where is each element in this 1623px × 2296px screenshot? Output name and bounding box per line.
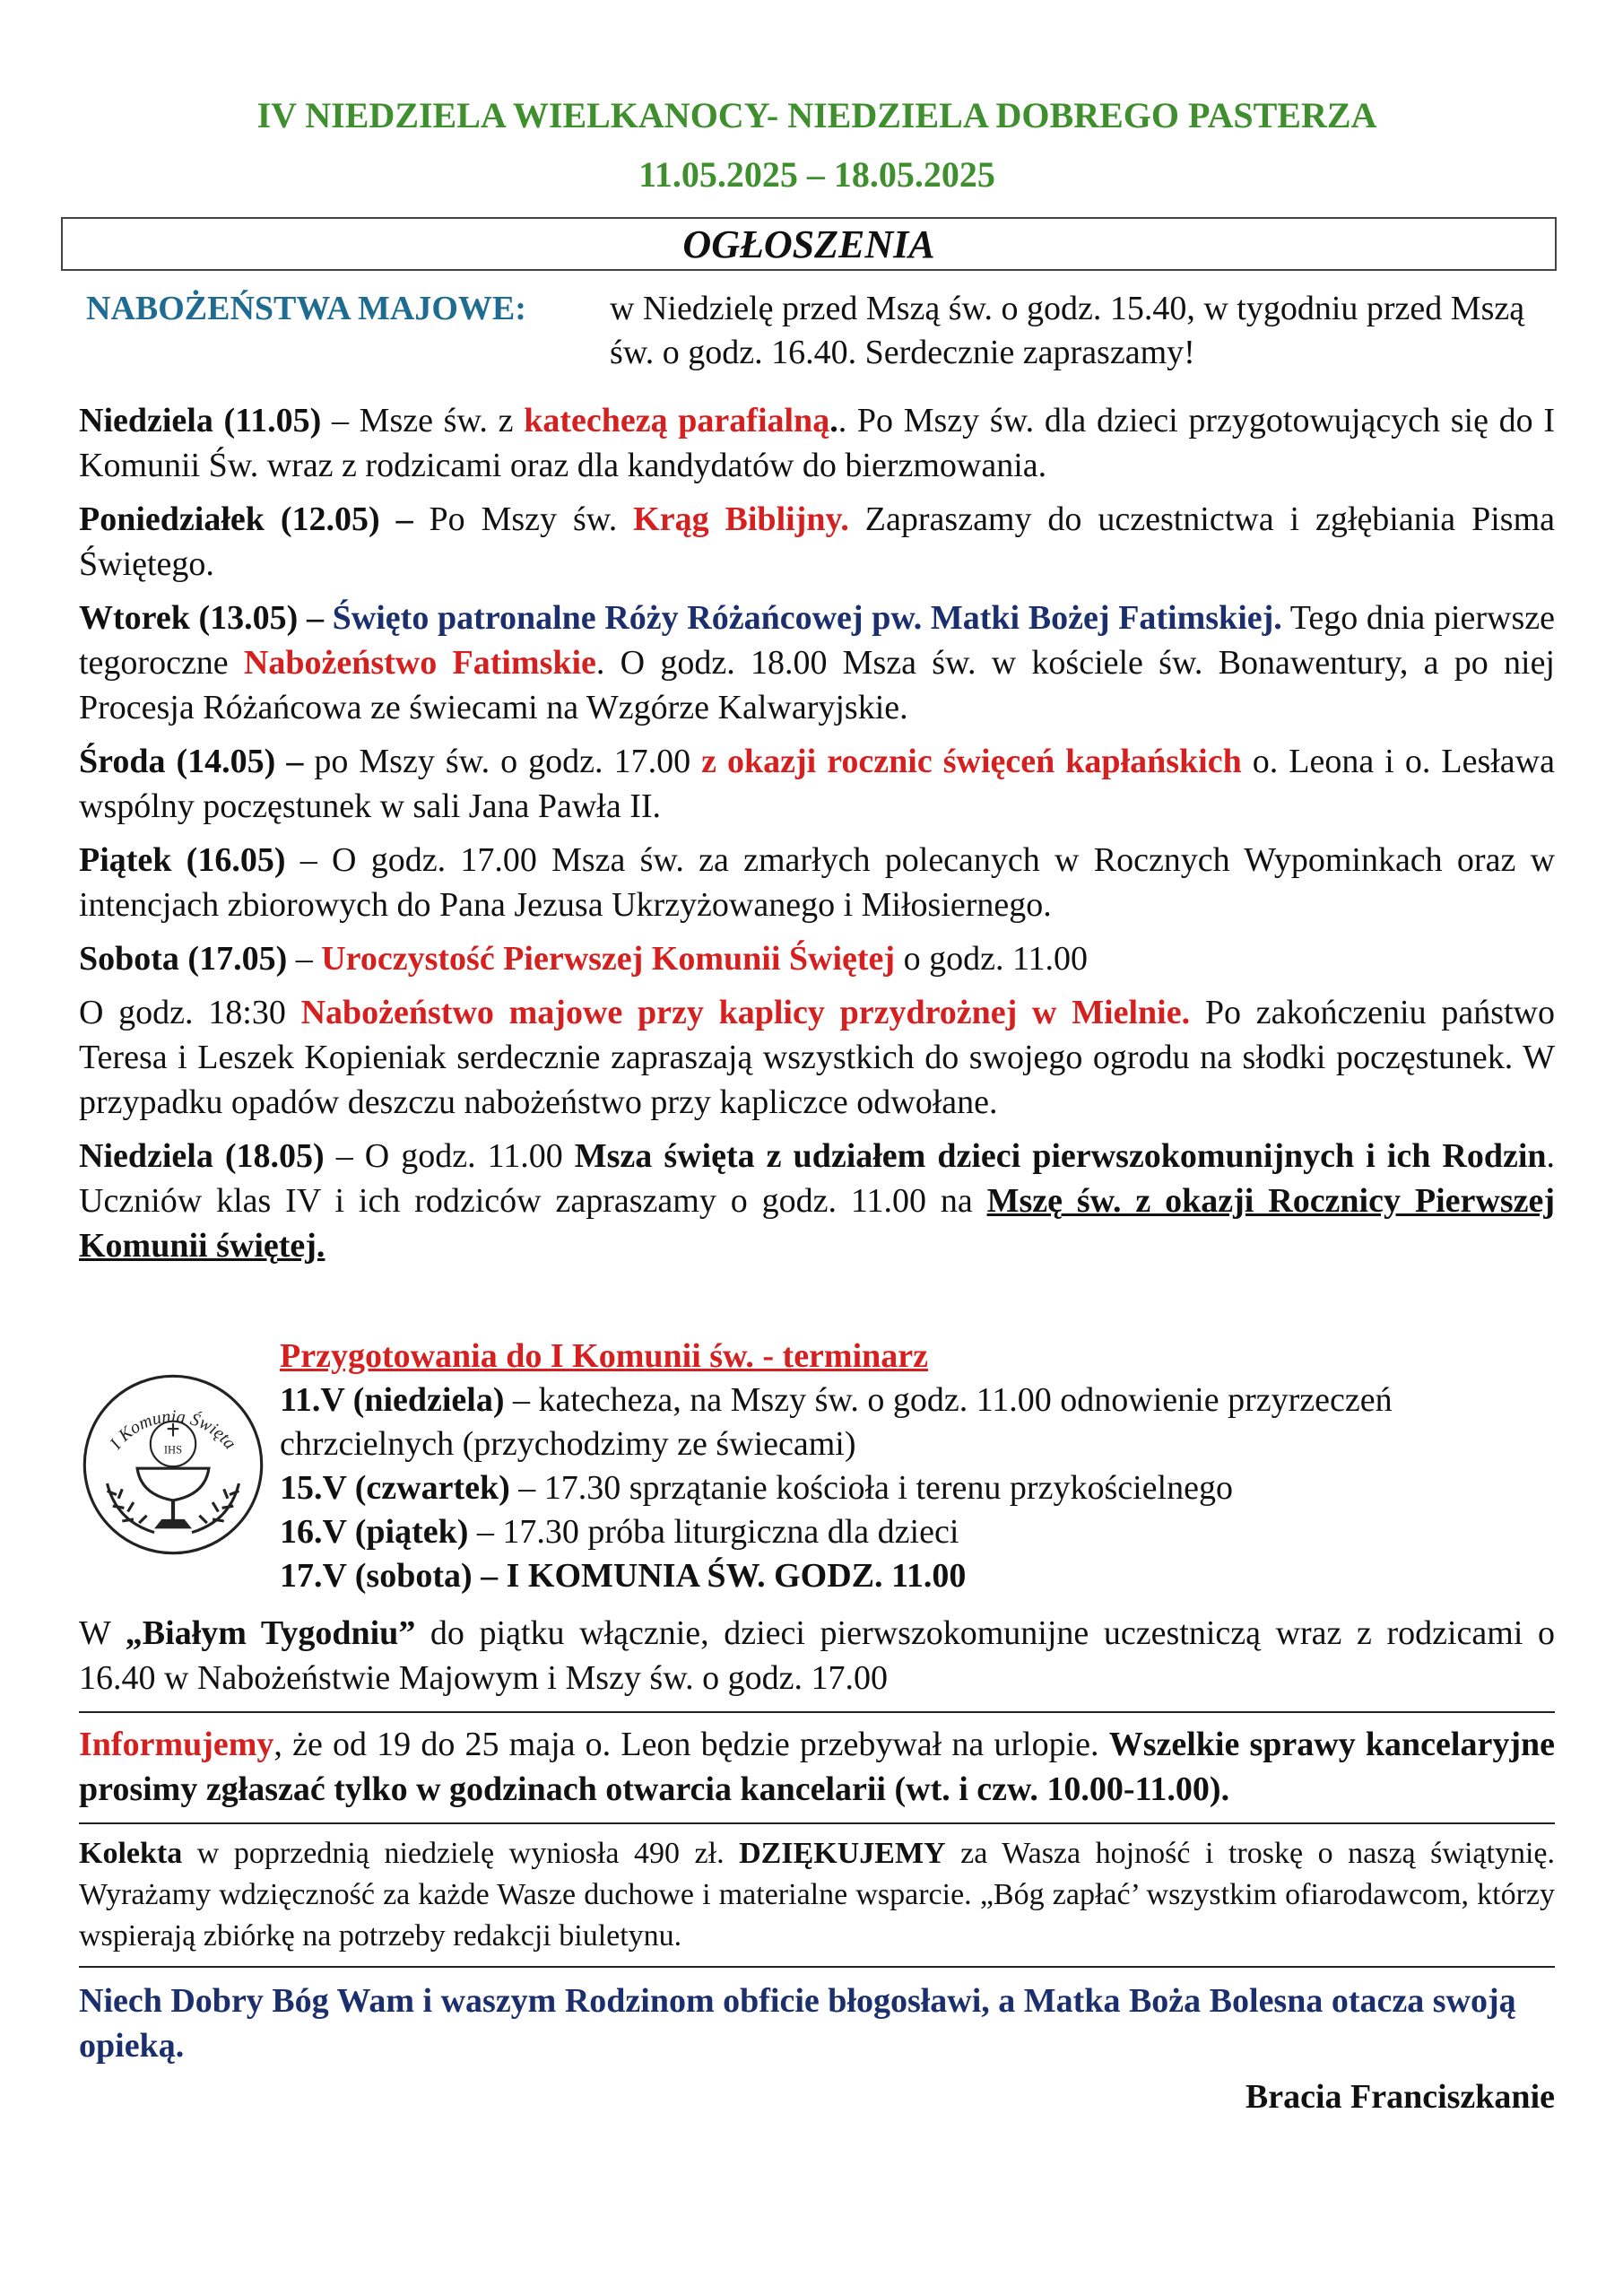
announcement-tuesday xyxy=(79,596,1555,730)
text: – O godz. 17.00 Msza św. za zmarłych polecanych w Rocznych Wypominkach oraz w intencjach zbiorowych do Pana Jezusa Ukrzyżowanego i Miłosiernego. xyxy=(79,841,1556,924)
text: Po zakończeniu państwo Teresa i Leszek Kopieniak serdecznie zapraszają wszystkich do swojego ogrodu na słodki poczęstunek. W przypadku opadów deszczu nabożeństwo przy kapliczce odwołane. xyxy=(79,994,1555,1121)
majowe-text: w Niedzielę przed Mszą św. o godz. 15.40, w tygodniu przed Mszą św. o godz. 16.40. Serdecznie zapraszamy! xyxy=(610,290,1525,371)
page-title: IV NIEDZIELA WIELKANOCY- NIEDZIELA DOBREGO PASTERZA xyxy=(256,95,1377,135)
list-item xyxy=(280,1554,1555,1598)
text: Zapraszamy do uczestnictwa i zgłębiania Pisma Świętego. xyxy=(79,500,1555,583)
list-item xyxy=(280,1378,1555,1466)
signature: Bracia Franciszkanie xyxy=(1245,2078,1555,2116)
bold-underlined-text: Mszę św. z okazji Rocznicy Pierwszej Komunii świętej. xyxy=(79,1182,1555,1265)
logo-text: I Komunia Święta xyxy=(106,1406,240,1454)
communion-logo xyxy=(79,1335,280,1598)
date-range: 11.05.2025 – 18.05.2025 xyxy=(638,154,995,195)
item-date: 15.V (czwartek) xyxy=(280,1469,510,1507)
bulletin-page xyxy=(79,86,1555,2117)
announcement-saturday xyxy=(79,936,1555,981)
text: o. Leona i o. Lesława wspólny poczęstunek w sali Jana Pawła II. xyxy=(79,743,1555,825)
highlight: Krąg Biblijny. xyxy=(633,500,849,538)
day-label: Wtorek (13.05) – xyxy=(79,599,333,637)
bold-text: „Białym Tygodniu” xyxy=(125,1614,416,1652)
text: – xyxy=(287,940,322,978)
text: W xyxy=(79,1614,126,1652)
majowe-notice xyxy=(86,287,1555,375)
text: Po Mszy św. xyxy=(412,500,634,538)
announcement-friday xyxy=(79,838,1555,927)
bold-text: Kolekta xyxy=(79,1837,183,1870)
day-label: Niedziela (18.05) xyxy=(79,1137,325,1175)
item-date: 17.V (sobota) – I KOMUNIA ŚW. GODZ. 11.00 xyxy=(280,1557,967,1595)
announcement-monday xyxy=(79,497,1555,587)
section-heading-label: OGŁOSZENIA xyxy=(682,222,935,266)
majowe-label: NABOŻEŃSTWA MAJOWE: xyxy=(86,290,526,327)
item-text: – katecheza, na Mszy św. o godz. 11.00 odnowienie przyrzeczeń chrzcielnych (przychodzimy ze świecami) xyxy=(280,1381,1393,1463)
highlight: z okazji rocznic święceń kapłańskich xyxy=(701,743,1242,780)
divider xyxy=(79,1822,1555,1824)
text: o godz. 11.00 xyxy=(895,940,1089,978)
text: , że od 19 do 25 maja o. Leon będzie przebywał na urlopie. xyxy=(273,1726,1109,1763)
list-item xyxy=(280,1510,1555,1554)
text: Tego dnia pierwsze tegoroczne xyxy=(79,599,1555,682)
highlight: katechezą parafialną xyxy=(524,402,830,439)
announcement-wednesday xyxy=(79,739,1555,829)
communion-heading: Przygotowania do I Komunii św. - terminarz xyxy=(280,1337,929,1375)
white-week-notice xyxy=(79,1611,1555,1700)
bold-text: Msza święta z udziałem dzieci pierwszokomunijnych i ich Rodzin xyxy=(574,1137,1547,1175)
closing-blessing: Niech Dobry Bóg Wam i waszym Rodzinom obficie błogosławi, a Matka Boża Bolesna otacza swoją opieką. xyxy=(79,1982,1516,2065)
text: O godz. 18:30 xyxy=(79,994,301,1031)
day-label: Niedziela (11.05) xyxy=(79,402,322,439)
day-label: Piątek (16.05) xyxy=(79,841,286,879)
text: – O godz. 11.00 xyxy=(324,1137,575,1175)
bold-text: Wszelkie sprawy kancelaryjne prosimy zgłaszać tylko w godzinach otwarcia kancelarii (wt. i czw. 10.00-11.00). xyxy=(79,1726,1555,1808)
text: . Po Mszy św. dla dzieci przygotowujących się do I Komunii Św. wraz z rodzicami oraz dla kandydatów do bierzmowania. xyxy=(79,402,1556,484)
text: za Wasza hojność i troskę o naszą świątynię. Wyrażamy wdzięczność za każde Wasze duchowe i materialne wsparcie. „Bóg zapłać’ wszystkim ofiarodawcom, którzy wspierają zbiórkę na potrzeby redakcji biuletynu. xyxy=(79,1837,1555,1952)
divider xyxy=(79,1711,1555,1713)
communion-list xyxy=(280,1335,1555,1598)
announcement-sunday-2 xyxy=(79,1134,1555,1268)
highlight: Nabożeństwo Fatimskie xyxy=(243,644,596,682)
section-heading xyxy=(61,217,1557,271)
list-item xyxy=(280,1466,1555,1510)
announcement-sunday-1: Niedziela (11.05) – Msze św. z katechezą parafialną.. Po Mszy św. dla dzieci przygotowujących się do I Komunii Św. wraz z rodzicami oraz dla kandydatów do bierzmowania. xyxy=(79,402,1556,484)
info-notice xyxy=(79,1722,1555,1812)
communion-schedule xyxy=(79,1335,1555,1598)
collection-notice xyxy=(79,1833,1555,1957)
highlight-navy: Święto patronalne Róży Różańcowej pw. Matki Bożej Fatimskiej. xyxy=(332,599,1282,637)
day-label: Poniedziałek (12.05) – xyxy=(79,500,413,538)
text: . O godz. 18.00 Msza św. w kościele św. Bonawentury, a po niej Procesja Różańcowa ze świecami na Wzgórze Kalwaryjskie. xyxy=(79,644,1555,726)
text: do piątku włącznie, dzieci pierwszokomunijne uczestniczą wraz z rodzicami o 16.40 w Nabożeństwie Majowym i Mszy św. o godz. 17.00 xyxy=(79,1614,1556,1697)
text: . Uczniów klas IV i ich rodziców zapraszamy o godz. 11.00 na xyxy=(79,1137,1556,1220)
item-date: 11.V (niedziela) xyxy=(280,1381,505,1419)
host-ihs: IHS xyxy=(163,1443,183,1457)
item-text: – 17.30 próba liturgiczna dla dzieci xyxy=(468,1513,959,1551)
text: w poprzednią niedzielę wyniosła 490 zł. xyxy=(182,1837,740,1870)
highlight: Nabożeństwo majowe przy kaplicy przydrożnej w Mielnie. xyxy=(300,994,1191,1031)
day-label: Sobota (17.05) xyxy=(79,940,288,978)
item-text: – 17.30 sprzątanie kościoła i terenu przykościelnego xyxy=(509,1469,1233,1507)
highlight: Informujemy xyxy=(79,1726,274,1763)
item-date: 16.V (piątek) xyxy=(280,1513,469,1551)
announcement-saturday-evening xyxy=(79,990,1555,1125)
divider xyxy=(79,1966,1555,1968)
text: po Mszy św. o godz. 17.00 xyxy=(303,743,702,780)
day-label: Środa (14.05) – xyxy=(79,743,304,780)
highlight: Uroczystość Pierwszej Komunii Świętej xyxy=(321,940,896,978)
bold-text: DZIĘKUJEMY xyxy=(739,1837,946,1870)
communion-chalice-icon xyxy=(79,1370,267,1559)
text: – Msze św. z xyxy=(321,402,525,439)
